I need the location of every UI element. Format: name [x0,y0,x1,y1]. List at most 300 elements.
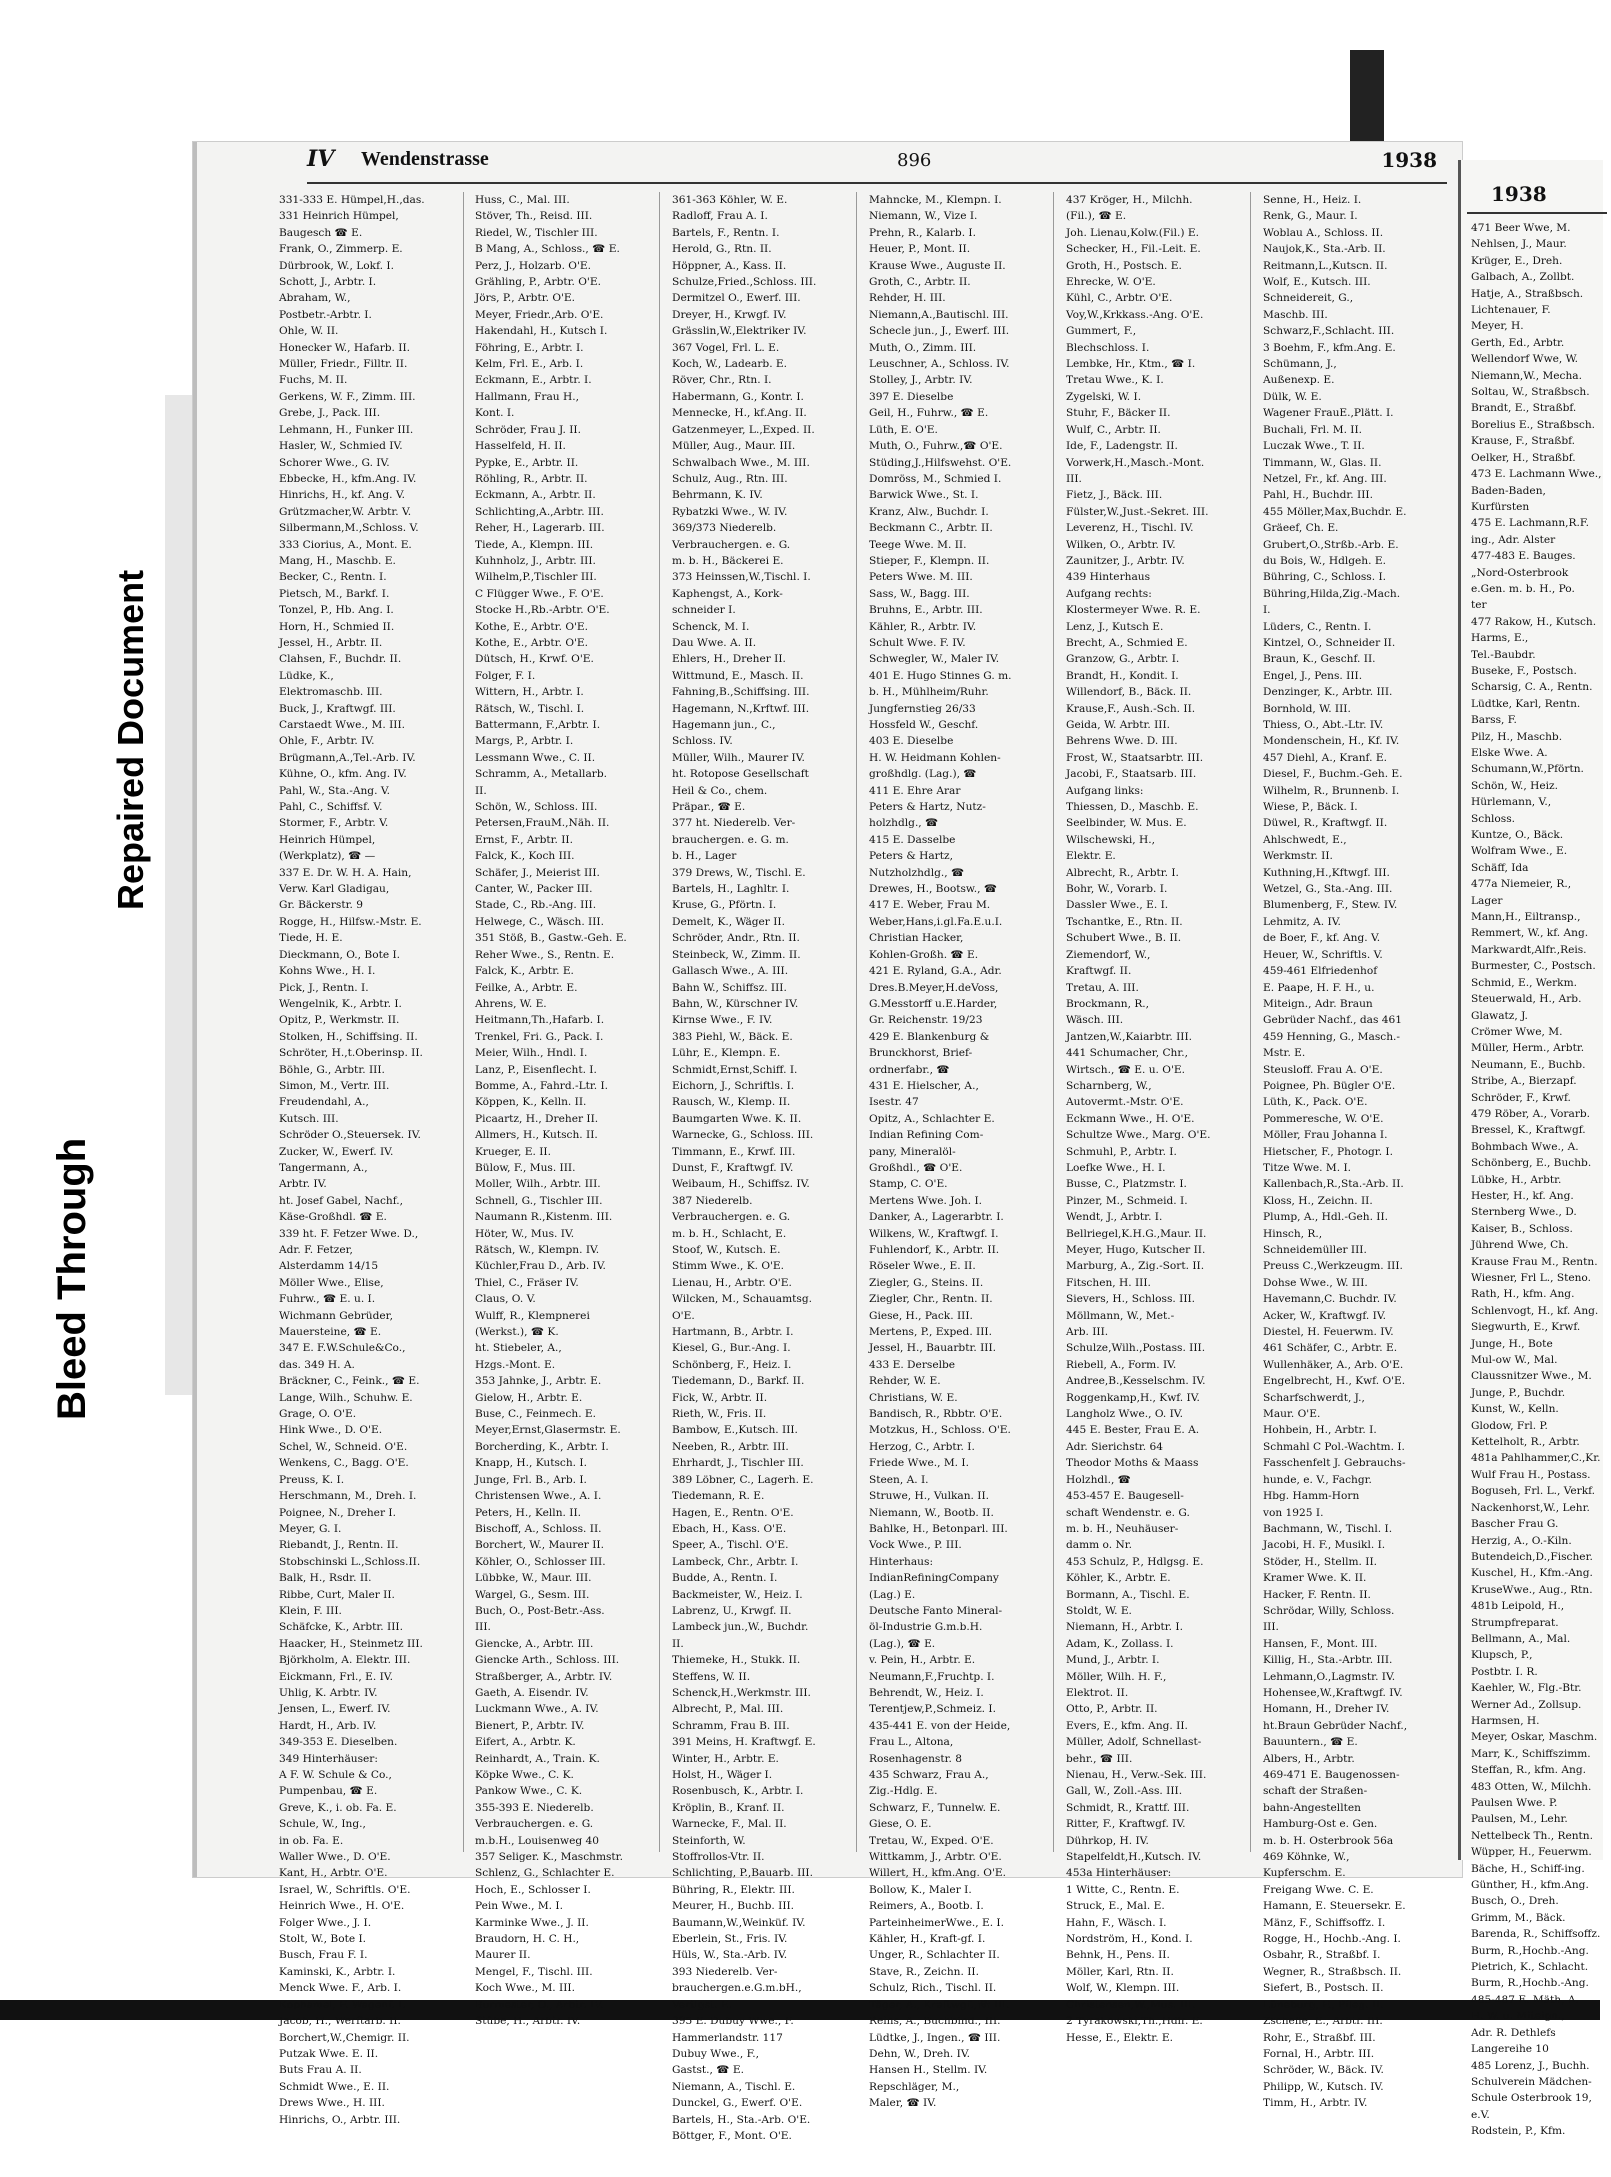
directory-entry: Blumenberg, F., Stew. IV. [1263,899,1398,912]
directory-entry: Preuss, K. I. [279,1473,345,1486]
directory-entry: Ziemendorf, W., [1066,948,1151,961]
directory-entry: Röhling, R., Arbtr. II. [475,472,588,485]
directory-entry: Battermann, F.,Arbtr. I. [475,719,601,731]
directory-entry: Schel, W., Schneid. O'E. [279,1440,408,1453]
directory-entry: Behrens Wwe. D. III. [1066,735,1178,748]
directory-entry: Steffens, W. II. [672,1670,751,1683]
next-page-entry: Lager [1471,894,1503,907]
directory-columns [279,192,1459,2142]
directory-entry: Schröder, W., Bäck. IV. [1263,2064,1384,2077]
directory-entry: 453-457 E. Baugesell- [1066,1490,1184,1503]
directory-entry: Mengel, F., Tischl. III. [475,1965,593,1978]
next-page-entry: Wiesner, Frl L., Steno. [1471,1272,1591,1284]
directory-entry: Lienau, H., Arbtr. O'E. [672,1276,792,1289]
directory-entry: Schramm, Frau B. III. [672,1719,790,1732]
directory-entry: Hagen, E., Rentn. O'E. [672,1506,794,1519]
directory-entry: Wendt, J., Arbtr. I. [1066,1211,1163,1224]
directory-entry: Bühring, C., Schloss. I. [1263,571,1386,584]
directory-entry: 347 E. F.W.Schule&Co., [279,1342,406,1355]
directory-entry: Käse-Großhdl. ☎ E. [279,1211,387,1224]
next-page-entry: Niemann,W., Mecha. [1471,369,1582,382]
directory-entry: Stieper, F., Klempn. II. [869,554,990,567]
directory-entry: Schloss. IV. [672,735,733,748]
directory-entry: Stuhr, F., Bäcker II. [1066,407,1171,420]
directory-entry: Schröder O.,Steuersek. IV. [279,1129,421,1142]
next-page-entry: 479 Röber, A., Vorarb. [1471,1107,1591,1120]
directory-entry: Wargel, G., Sesm. III. [475,1588,590,1601]
directory-entry: Thiemeke, H., Stukk. II. [672,1654,801,1667]
directory-entry: Knapp, H., Kutsch. I. [475,1457,587,1470]
directory-entry: Pein Wwe., M. I. [475,1900,563,1913]
directory-entry: Lüders, C., Rentn. I. [1263,620,1372,633]
directory-entry: Hasler, W., Schmied IV. [279,440,403,453]
directory-entry: Rieth, W., Fris. II. [672,1408,767,1421]
next-page-entry: Pietrich, K., Schlacht. [1471,1961,1589,1974]
directory-entry: Roggenkamp,H., Kwf. IV. [1066,1391,1200,1404]
directory-entry: Müller, Adolf, Schnellast- [1066,1736,1202,1749]
directory-entry: Schulze,Wilh.,Postass. III. [1066,1342,1206,1355]
directory-entry: Bülow, F., Mus. III. [475,1161,576,1174]
directory-entry: Elektrot. II. [1066,1686,1129,1699]
directory-entry: Möller Wwe., Elise, [279,1276,384,1289]
directory-entry: Wolf, W., Klempn. III. [1066,1982,1180,1995]
directory-entry: Willert, H., kfm.Ang. O'E. [869,1867,1006,1880]
directory-entry: 331-333 E. Hümpel,H.,das. [279,194,425,206]
directory-entry: Karminke Wwe., J. II. [475,1916,589,1929]
next-page-entry: Hürlemann, V., [1471,796,1552,809]
directory-entry: Wilhelm,P.,Tischler III. [475,571,597,584]
directory-entry: Labrenz, U., Krwgf. II. [672,1604,792,1617]
directory-entry: Schümann, J., [1263,358,1337,371]
directory-entry: Thiess, O., Abt.-Ltr. IV. [1263,719,1384,731]
directory-entry: Ehlers, H., Dreher II. [672,653,786,666]
page-header [307,146,1447,184]
directory-entry: m. b. H., Neuhäuser- [1066,1522,1179,1535]
directory-entry: Killig, H., Sta.-Arbtr. III. [1263,1654,1393,1667]
directory-entry: Bandisch, R., Rbbtr. O'E. [869,1408,1003,1421]
directory-entry: Wegner, R., Straßbsch. II. [1263,1965,1402,1978]
directory-entry: Lembke, Hr., Ktm., ☎ I. [1066,358,1196,371]
directory-entry: Zaunitzer, J., Arbtr. IV. [1066,554,1185,567]
directory-entry: 435-441 E. von der Heide, [869,1719,1011,1732]
directory-entry: Nutzholzhdlg., ☎ [869,866,965,879]
directory-entry: m. b. H., Schlacht, E. [672,1227,787,1240]
next-page-entry: Rath, H., kfm. Ang. [1471,1288,1575,1301]
directory-entry: hunde, e. V., Fachgr. [1263,1473,1372,1486]
directory-entry: Kröplin, B., Kranf. II. [672,1801,785,1814]
directory-entry: Frost, W., Staatsarbtr. III. [1066,751,1204,764]
directory-entry: Neeben, R., Arbtr. III. [672,1440,789,1453]
directory-entry: Voy,W.,Krkkass.-Ang. O'E. [1066,308,1204,321]
directory-entry: Beckmann C., Arbtr. II. [869,522,993,535]
directory-entry: Riebell, A., Form. IV. [1066,1358,1177,1371]
directory-entry: Röseler Wwe., E. II. [869,1260,976,1273]
directory-entry: Theodor Moths & Maass [1066,1457,1199,1470]
directory-entry: Groth, H., Postsch. E. [1066,259,1182,272]
directory-entry: Brügmann,A.,Tel.-Arb. IV. [279,751,416,764]
directory-entry: Kothe, E., Arbtr. O'E. [475,636,589,649]
directory-entry: Björkholm, A. Elektr. III. [279,1654,411,1667]
directory-entry: Eckmann, A., Arbtr. II. [475,489,596,502]
directory-entry: Gräeef, Ch. E. [1263,522,1339,535]
directory-entry: Fitschen, H. III. [1066,1276,1151,1289]
directory-entry: Osbahr, R., Straßbf. I. [1263,1949,1381,1962]
directory-entry: Naumann R.,Kistenm. III. [475,1211,613,1224]
next-page-entry: Harmsen, H. [1471,1714,1540,1727]
next-page-entry: Schönberg, E., Buchb. [1471,1157,1592,1170]
directory-entry: Baugesch ☎ E. [279,226,363,239]
directory-entry: Kupferschm. E. [1263,1867,1346,1880]
directory-entry: Fülster,W.,Just.-Sekret. III. [1066,505,1209,518]
directory-entry: Herschmann, M., Dreh. I. [279,1490,417,1503]
directory-entry: Stolken, H., Schiffsing. II. [279,1030,418,1043]
directory-entry: Bohr, W., Vorarb. I. [1066,883,1168,896]
directory-entry: Nienau, H., Verw.-Sek. III. [1066,1769,1207,1781]
directory-entry: 441 Schumacher, Chr., [1066,1047,1189,1060]
directory-entry: Rohr, E., Straßbf. III. [1263,2031,1376,2044]
directory-entry: Schulz, Aug., Rtn. III. [672,472,788,485]
directory-entry: Bachmann, W., Tischl. I. [1263,1522,1393,1535]
directory-entry: Weibaum, H., Schiffsz. IV. [672,1178,810,1191]
directory-entry: Poignee, N., Dreher I. [279,1506,396,1519]
directory-entry: Stave, R., Zeichn. II. [869,1965,979,1978]
directory-entry: 437 Kröger, H., Milchh. [1066,194,1193,206]
next-page-entry: Krause, F., Straßbf. [1471,435,1576,448]
directory-entry: Außenexp. E. [1263,374,1335,387]
directory-entry: Behrendt, W., Heiz. I. [869,1686,984,1699]
next-page-entry: Harms, E., [1471,632,1529,645]
directory-entry: Kohlen-Großh. ☎ E. [869,948,979,961]
next-page-entry: Paulsen, M., Lehr. [1471,1813,1568,1826]
directory-entry: Elektr. E. [1066,850,1116,863]
directory-entry: Stamp, C. O'E. [869,1178,948,1191]
directory-entry: Brockmann, R., [1066,997,1150,1010]
directory-entry: Kant, H., Arbtr. O'E. [279,1867,388,1880]
directory-entry: III. [475,1621,491,1634]
directory-entry: Schulz, Rich., Tischl. II. [869,1982,997,1995]
directory-entry: de Boer, F., kf. Ang. V. [1263,932,1381,945]
directory-entry: Schecle jun., J., Ewerf. III. [869,325,1010,338]
directory-entry: Hbg. Hamm-Horn [1263,1490,1360,1503]
directory-entry: Krause Wwe., Auguste II. [869,259,1006,272]
directory-entry: Pahl, H., Buchdr. III. [1263,489,1373,502]
next-page-entry: Jührend Wwe, Ch. [1471,1239,1569,1252]
directory-entry: Küchler,Frau D., Arb. IV. [475,1260,606,1273]
directory-entry: damm o. Nr. [1066,1539,1133,1552]
directory-entry: Rogge, H., Hochb.-Ang. I. [1263,1933,1401,1946]
directory-entry: Weber,Hans,i.gl.Fa.E.u.I. [869,915,1003,928]
directory-entry: m. b. H. Osterbrook 56a [1263,1834,1394,1847]
directory-entry: Baumann,W.,Weinküf. IV. [672,1916,806,1929]
directory-entry: Schmidt Wwe., E. II. [279,2080,390,2093]
directory-entry: Alsterdamm 14/15 [279,1260,379,1273]
directory-entry: Wolf, E., Kutsch. III. [1263,276,1371,289]
next-page-entry: 475 E. Lachmann,R.F. [1471,517,1589,530]
directory-page [193,142,1462,2142]
directory-entry: Heinrich Hümpel, [279,833,376,846]
directory-entry: Pahl, W., Sta.-Ang. V. [279,784,390,797]
directory-entry: Rausch, W., Klemp. II. [672,1096,791,1109]
next-page-entry: Lübke, H., Arbtr. [1471,1173,1562,1186]
next-page-entry: Adr. R. Dethlefs [1471,2026,1556,2039]
next-page-entry: Boguseh, Frl. L., Verkf. [1471,1485,1596,1498]
directory-entry: Steusloff. Frau A. O'E. [1263,1063,1383,1076]
directory-entry: Hüls, W., Sta.-Arb. IV. [672,1949,788,1962]
directory-entry: b. H., Mühlheim/Ruhr. [869,686,989,699]
directory-entry: Tonzel, P., Hb. Ang. I. [279,604,394,617]
directory-entry: holzhdlg., ☎ [869,817,939,830]
directory-entry: Ebach, H., Kass. O'E. [672,1522,787,1535]
street-name: Wendenstrasse [361,148,489,170]
next-page-entry: Nackenhorst,W., Lehr. [1471,1501,1590,1514]
directory-entry: B Mang, A., Schloss., ☎ E. [475,243,620,256]
directory-entry: 361-363 Köhler, W. E. [672,194,788,206]
directory-entry: Vorwerk,H.,Masch.-Mont. [1066,456,1205,469]
directory-entry: Warnecke, F., Mal. II. [672,1818,787,1831]
directory-entry: Peters, H., Kelln. II. [475,1506,581,1519]
directory-entry: Homann, H., Dreher IV. [1263,1703,1390,1716]
directory-entry: 369/373 Niederelb. [672,522,777,535]
directory-entry: brauchergen.e.G.m.bH., [672,1982,802,1995]
directory-entry: Täger, A., Kraftwgf.,☎ III. [869,1998,1010,2011]
directory-entry: Rosenbusch, K., Arbtr. I. [672,1785,804,1798]
directory-entry: Hinrichs, O., Arbtr. III. [279,2113,401,2126]
directory-entry: Stöder, H., Stellm. II. [1263,1555,1377,1568]
directory-entry: Stapelfeldt,H.,Kutsch. IV. [1066,1851,1202,1864]
directory-entry: III. [1263,1621,1279,1634]
directory-entry: Diestel, H. Feuerwm. IV. [1263,1326,1394,1339]
directory-entry: III. [1066,472,1082,485]
directory-entry: Albrecht, P., Mal. III. [672,1703,784,1716]
directory-entry: Fuhlendorf, K., Arbtr. II. [869,1244,1000,1256]
directory-entry: Kaphengst, A., Kork- [672,587,783,600]
directory-entry: Warnecke, G., Schloss. III. [672,1129,814,1142]
directory-entry: 393 Niederelb. Ver- [672,1965,778,1978]
directory-entry: Greve, K., i. ob. Fa. E. [279,1801,397,1814]
directory-entry: Autovermt.-Mstr. O'E. [1066,1096,1184,1109]
directory-entry: Böhle, G., Arbtr. III. [279,1063,385,1076]
directory-entry: Mund, J., Arbtr. I. [1066,1654,1160,1667]
directory-entry: Heuer, P., Mont. II. [869,243,971,256]
directory-entry: Horn, H., Schmied II. [279,620,395,633]
directory-entry: Winter, H., Arbtr. E. [672,1752,779,1765]
directory-entry: Lübbke, W., Maur. III. [475,1572,592,1585]
directory-entry: Menck Wwe. F., Arb. I. [279,1982,402,1995]
directory-entry: Pinzer, M., Schmeid. I. [1066,1194,1188,1207]
directory-entry: Geil, H., Fuhrw., ☎ E. [869,407,989,420]
directory-entry: Stobschinski L.,Schloss.II. [279,1555,421,1568]
directory-entry: Gielow, H., Arbtr. E. [475,1391,583,1404]
directory-entry: Maschb. III. [1263,308,1328,321]
directory-entry: Arb. III. [1066,1326,1109,1339]
directory-entry: Maur. O'E. [1263,1408,1321,1421]
directory-entry: Bienert, P., Arbtr. IV. [475,1719,585,1732]
next-page-entry: Steuerwald, H., Arb. [1471,993,1582,1006]
directory-entry: Hahn, F., Wäsch. I. [1066,1916,1167,1929]
directory-entry: Hesse, E., Elektr. E. [1066,2031,1174,2044]
next-page-entry: Paulsen Wwe. P. [1471,1797,1558,1809]
directory-entry: Opitz, P., Werkmstr. II. [279,1014,400,1027]
directory-entry: Senne, H., Heiz. I. [1263,194,1362,206]
directory-entry: Wilschewski, H., [1066,833,1155,846]
directory-entry: ht.Braun Gebrüder Nachf., [1263,1719,1408,1732]
next-page-entry: Hatje, A., Straßbsch. [1471,287,1584,300]
directory-entry: (Lag.), ☎ E. [869,1637,936,1650]
directory-entry: Stolt, W., Bote I. [279,1933,367,1946]
directory-entry: Reimers, A., Bootb. I. [869,1900,984,1913]
directory-entry: Köppen, K., Kelln. II. [475,1096,587,1109]
directory-entry: Hietscher, F., Photogr. I. [1263,1145,1393,1158]
next-page-entry: Hester, H., kf. Ang. [1471,1189,1574,1202]
next-page-entry: Müller, Herm., Arbtr. [1471,1042,1585,1055]
next-page-entry: Brandt, E., Straßbf. [1471,402,1577,415]
directory-entry: Zygelski, W. I. [1066,390,1142,403]
directory-entry: Heinrich Wwe., H. O'E. [279,1900,405,1913]
directory-entry: Wetzel, G., Sta.-Ang. III. [1263,883,1393,896]
directory-entry: 349-353 E. Dieselben. [279,1736,398,1749]
directory-entry: Falck, K., Arbtr. E. [475,965,574,978]
directory-entry: Carstaedt Wwe., M. III. [279,719,406,731]
directory-entry: Albrecht, R., Arbtr. I. [1066,866,1179,879]
next-page-entry: Krause Frau M., Rentn. [1471,1255,1598,1268]
directory-entry: Honecker W., Hafarb. II. [279,341,411,354]
directory-entry: Christensen,W.,Mus. III. [1066,1998,1196,2011]
directory-entry: Jörs, P., Arbtr. O'E. [475,292,576,305]
directory-entry: Schröder, Andr., Rtn. II. [672,932,800,945]
directory-entry: 453a Hinterhäuser: [1066,1867,1172,1880]
directory-entry: Vock Wwe., P. III. [869,1539,962,1552]
next-page-entry: Bellmann, A., Mal. [1471,1632,1571,1645]
directory-entry: Holzhdl., ☎ [1066,1473,1131,1486]
directory-entry: Reinhardt, A., Train. K. [475,1752,600,1765]
directory-entry: Jessel, H., Arbtr. II. [279,636,383,649]
directory-entry: 373 Heinssen,W.,Tischl. I. [672,571,811,584]
directory-entry: Busse, C., Platzmstr. I. [1066,1178,1187,1191]
directory-entry: 337 E. Dr. W. H. A. Hain, [279,866,412,879]
next-page-entry: Strumpfreparat. [1471,1616,1559,1629]
directory-entry: Haacker, H., Steinmetz III. [279,1637,423,1650]
directory-entry: von 1925 I. [1263,1506,1324,1519]
directory-entry: II. [475,784,487,797]
directory-entry: Trenkel, Fri. G., Pack. I. [475,1030,604,1043]
directory-entry: Grützmacher,W. Arbtr. V. [279,505,412,518]
directory-entry: Lüdke, K., [279,669,334,682]
directory-entry: Rätsch, W., Klempn. IV. [475,1244,600,1256]
directory-entry: Heil & Co., chem. [672,784,768,797]
directory-entry: Indian Refining Com- [869,1129,984,1142]
directory-entry: Giencke Arth., Schloss. III. [475,1654,620,1667]
directory-entry: Timm, H., Arbtr. IV. [1263,2097,1368,2110]
directory-entry: Prehn, R., Kalarb. I. [869,226,976,239]
next-page-entry: Buseke, F., Postsch. [1471,664,1577,677]
directory-entry: Schäfcke, K., Arbtr. III. [279,1621,403,1634]
directory-entry: Grebe, J., Pack. III. [279,407,381,420]
directory-entry: ParteinheimerWwe., E. I. [869,1916,1004,1929]
next-page-entry: Kuntze, O., Bäck. [1471,829,1564,842]
directory-entry: Kühl, C., Arbtr. O'E. [1066,292,1173,305]
next-page-entry: 473 E. Lachmann Wwe., [1471,468,1602,481]
directory-entry: Wiese, P., Bäck. I. [1263,801,1358,814]
directory-entry: Reher, H., Lagerarb. III. [475,522,605,535]
directory-entry: Jacobi, F., Staatsarb. III. [1066,768,1197,781]
directory-entry: E. Paape, H. F. H., u. [1263,981,1375,994]
next-page-entry: Crömer Wwe, M. [1471,1025,1563,1038]
directory-entry: Isestr. 47 [869,1096,919,1109]
directory-entry: b. H., Lager [672,850,737,863]
directory-entry: Gr. Bäckerstr. 9 [279,899,363,912]
directory-entry: Ritter, F., Kraftwgf. IV. [1066,1818,1186,1831]
directory-entry: Hansen, F., Mont. III. [1263,1637,1378,1650]
directory-entry: Föhring, E., Arbtr. I. [475,341,584,354]
next-page-entry: Kurfürsten [1471,500,1530,513]
directory-entry: Hossfeld W., Geschf. [869,719,979,731]
directory-entry: Bollow, K., Maler I. [869,1883,972,1896]
directory-entry: Preuss C.,Werkzeugm. III. [1263,1260,1403,1273]
directory-entry: Mennecke, H., kf.Ang. II. [672,407,807,420]
next-page-entry: 485 Lorenz, J., Buchh. [1471,2059,1590,2072]
directory-entry: Pypke, E., Arbtr. II. [475,456,579,469]
directory-entry: Thiel, C., Fräser IV. [475,1276,579,1289]
next-page-entry: Schloss. [1471,812,1516,825]
directory-entry: Langholz Wwe., O. IV. [1066,1408,1183,1421]
directory-entry: Schneidereit, G., [1263,292,1354,305]
directory-entry: Bühring, R., Elektr. III. [672,1883,795,1896]
next-page-entry: Bressel, K., Kraftwgf. [1471,1124,1586,1137]
directory-entry: Verw. Karl Gladigau, [279,883,390,896]
directory-entry: Dau Wwe. A. II. [672,636,757,649]
directory-entry: Borcherding, K., Arbtr. I. [475,1440,609,1453]
directory-entry: Denzinger, K., Arbtr. III. [1263,686,1393,699]
directory-entry: G.Messtorff u.E.Harder, [869,997,998,1010]
directory-entry: Thiessen, D., Maschb. E. [1066,801,1199,814]
directory-entry: Dubuy Wwe., F., [672,2047,760,2060]
directory-entry: Repschläger, M., [869,2080,960,2093]
directory-entry: Bruhns, E., Arbtr. III. [869,604,983,617]
directory-entry: 389 Löbner, C., Lagerh. E. [672,1473,814,1486]
directory-entry: Schmidt,Ernst,Schiff. I. [672,1063,798,1076]
directory-entry: Klein, F. III. [279,1604,342,1617]
directory-entry: Dehn, W., Dreh. IV. [869,2047,971,2060]
directory-entry: 331 Heinrich Hümpel, [279,210,399,223]
directory-entry: Titze Wwe. M. I. [1263,1161,1352,1174]
directory-entry: Aufgang rechts: [1066,587,1152,600]
directory-entry: Behnk, H., Pens. II. [1066,1949,1170,1962]
directory-entry: Straßberger, A., Arbtr. IV. [475,1670,613,1683]
directory-entry: Höppner, A., Kass. II. [672,259,787,272]
next-page-entry: Mann,H., Eiltransp., [1471,911,1581,924]
directory-entry: Mstr. E. [1263,1047,1306,1060]
directory-entry: Siefert, B., Postsch. II. [1263,1982,1384,1995]
directory-entry: Loefke Wwe., H. I. [1066,1161,1166,1174]
directory-entry: Dieckmann, O., Bote I. [279,948,401,961]
directory-entry: Lanz, P., Eisenflecht. I. [475,1063,597,1076]
next-page-entry: „Nord-Osterbrook [1471,566,1569,579]
directory-entry: Fietz, J., Bäck. III. [1066,489,1163,502]
directory-entry: Marburg, A., Zig.-Sort. II. [1066,1260,1205,1273]
next-page-entry: Mul-ow W., Mal. [1471,1354,1558,1367]
directory-entry: Lehmann, H., Funker III. [279,423,414,436]
directory-entry: Hallmann, Frau H., [475,390,579,403]
directory-entry: 351 Stöß, B., Gastw.-Geh. E. [475,932,627,945]
repaired-document-label: Repaired Document [110,569,151,910]
directory-entry: Teege Wwe. M. II. [869,538,967,551]
directory-entry: 397 E. Dieselbe [869,390,954,403]
directory-entry: 429 E. Blankenburg & [869,1030,990,1043]
directory-entry: 433 E. Derselbe [869,1358,956,1371]
directory-entry: Dütsch, H., Krwf. O'E. [475,653,594,666]
directory-entry: Müller, Aug., Maur. III. [672,440,796,453]
directory-entry: Schneidemüller III. [1263,1244,1367,1256]
